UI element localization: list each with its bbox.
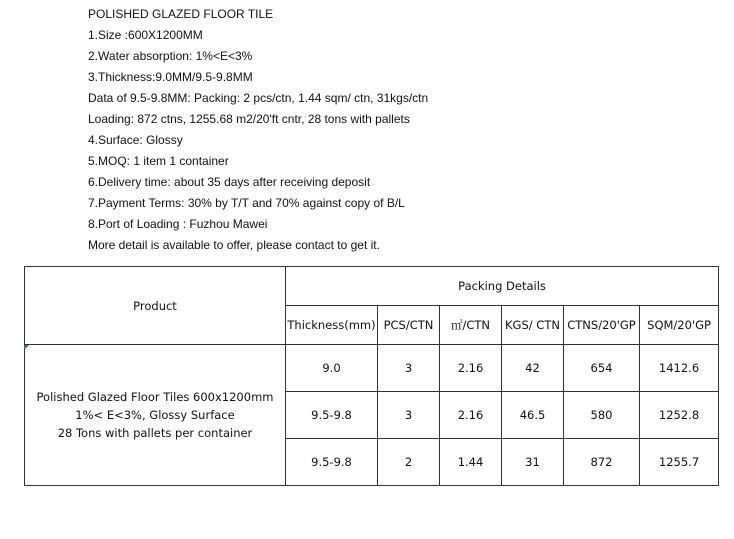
table-cell: 9.5-9.8 xyxy=(286,439,378,486)
spec-line: 4.Surface: Glossy xyxy=(88,133,183,147)
header-row-group xyxy=(25,267,719,306)
spec-list xyxy=(88,4,428,256)
product-header: Product xyxy=(25,267,286,345)
column-header-sqm-20gp: SQM/20'GP xyxy=(640,306,719,345)
column-header-pcs-ctn: PCS/CTN xyxy=(378,306,440,345)
table-cell: 2 xyxy=(378,439,440,486)
table-cell: 31 xyxy=(502,439,564,486)
table-cell: 1.44 xyxy=(440,439,502,486)
table-cell: 9.5-9.8 xyxy=(286,392,378,439)
table-cell: 2.16 xyxy=(440,345,502,392)
packing-details-header: Packing Details xyxy=(286,267,719,306)
spec-line: 7.Payment Terms: 30% by T/T and 70% against copy of B/L xyxy=(88,196,405,210)
table-cell: 9.0 xyxy=(286,345,378,392)
table-cell: 654 xyxy=(564,345,640,392)
spec-line: 6.Delivery time: about 35 days after receiving deposit xyxy=(88,175,371,189)
column-header-thickness: Thickness(mm) xyxy=(286,306,378,345)
spec-title: POLISHED GLAZED FLOOR TILE xyxy=(88,7,274,21)
product-description xyxy=(25,345,286,486)
column-header-ctns-20gp: CTNS/20'GP xyxy=(564,306,640,345)
cell-corner-marker xyxy=(24,345,29,350)
column-header-sqm-ctn: ㎡/CTN xyxy=(440,306,502,345)
table-cell: 3 xyxy=(378,392,440,439)
table-cell: 42 xyxy=(502,345,564,392)
table-cell: 3 xyxy=(378,345,440,392)
table-cell: 872 xyxy=(564,439,640,486)
table-cell: 1252.8 xyxy=(640,392,719,439)
spec-line: 8.Port of Loading : Fuzhou Mawei xyxy=(88,217,268,231)
spec-line: More detail is available to offer, please contact to get it. xyxy=(88,238,380,252)
product-desc-line: Polished Glazed Floor Tiles 600x1200mm xyxy=(36,390,274,404)
column-header-kgs-ctn: KGS/ CTN xyxy=(502,306,564,345)
spec-line: 1.Size :600X1200MM xyxy=(88,28,203,42)
spec-line: Data of 9.5-9.8MM: Packing: 2 pcs/ctn, 1.44 sqm/ ctn, 31kgs/ctn xyxy=(88,91,429,105)
product-desc-line: 28 Tons with pallets per container xyxy=(57,426,253,440)
spec-line: 3.Thickness:9.0MM/9.5-9.8MM xyxy=(88,70,253,84)
spec-line: 5.MOQ: 1 item 1 container xyxy=(88,154,229,168)
table-cell: 1412.6 xyxy=(640,345,719,392)
spec-line: 2.Water absorption: 1%<E<3% xyxy=(88,49,253,63)
table-row xyxy=(25,345,719,392)
table-cell: 1255.7 xyxy=(640,439,719,486)
product-desc-line: 1%< E<3%, Glossy Surface xyxy=(75,408,235,422)
table-cell: 2.16 xyxy=(440,392,502,439)
table-cell: 46.5 xyxy=(502,392,564,439)
spec-line: Loading: 872 ctns, 1255.68 m2/20'ft cntr, 28 tons with pallets xyxy=(88,112,410,126)
packing-table xyxy=(24,266,719,486)
table-cell: 580 xyxy=(564,392,640,439)
